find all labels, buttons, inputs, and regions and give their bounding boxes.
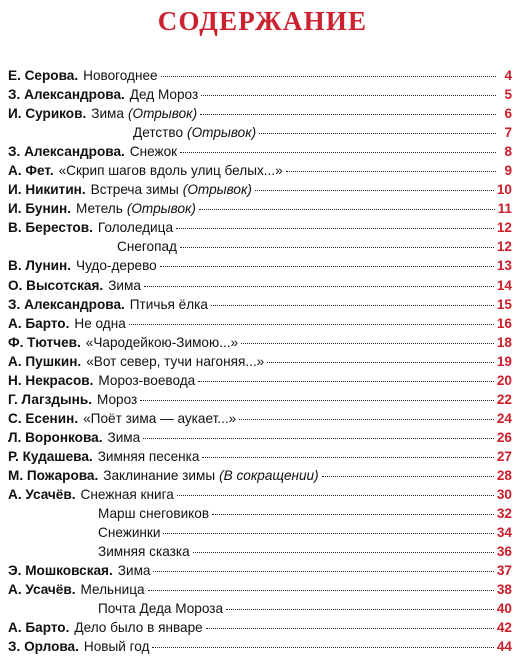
toc-entry	[8, 104, 512, 123]
toc-entry	[8, 142, 512, 161]
dot-leader	[160, 266, 494, 267]
toc-author: З. Александрова.	[8, 144, 125, 160]
toc-page-number: 13	[496, 258, 512, 274]
toc-author: И. Никитин.	[8, 182, 86, 198]
toc-work-title: «Поёт зима — аукает...»	[83, 410, 237, 426]
toc-entry	[8, 523, 512, 542]
toc-page-number: 22	[496, 391, 512, 407]
dot-leader	[199, 209, 495, 210]
toc-work-title: Новогоднее	[83, 68, 158, 83]
toc-work-title: Не одна	[74, 315, 126, 331]
toc-work-title: «Чародейкою-Зимою...»	[85, 334, 239, 350]
toc-work-title: Встреча зимы	[90, 182, 179, 198]
toc-page-number: 19	[496, 353, 512, 369]
toc-page-number: 32	[496, 506, 512, 522]
toc-page-number: 30	[496, 487, 512, 503]
toc-work-title: Новый год	[83, 639, 150, 655]
toc-page-number: 38	[496, 582, 512, 598]
dot-leader	[211, 305, 494, 306]
toc-author: Р. Кудашева.	[8, 448, 93, 464]
toc-work-title: Мельница	[80, 582, 145, 598]
toc-work-title: «Вот север, тучи нагоняя...»	[86, 353, 265, 369]
toc-work-title: Заклинание зимы	[103, 467, 216, 483]
toc-work-title: Зимняя сказка	[98, 544, 190, 560]
dot-leader	[198, 381, 494, 382]
toc-page-number: 11	[497, 201, 512, 217]
toc-work-title: Гололедица	[97, 220, 173, 236]
toc-work-title: Метель	[76, 201, 123, 217]
toc-author: З. Александрова.	[8, 87, 125, 103]
dot-leader	[322, 476, 494, 477]
toc-page-number: 28	[496, 467, 512, 483]
dot-leader	[144, 286, 494, 287]
dot-leader	[241, 343, 494, 344]
toc-entry	[8, 428, 512, 447]
dot-leader	[140, 400, 494, 401]
toc-entry	[8, 276, 512, 295]
toc-entry	[8, 161, 512, 180]
toc-author: А. Фет.	[8, 163, 54, 179]
toc-author: А. Усачёв.	[8, 582, 76, 598]
toc-work-title: Зимняя песенка	[97, 448, 200, 464]
dot-leader	[177, 495, 494, 496]
toc-work-title: Птичья ёлка	[129, 296, 208, 312]
dot-leader	[129, 324, 494, 325]
toc-entry	[8, 504, 512, 523]
toc-page-number: 10	[496, 182, 512, 198]
toc-page-number: 36	[496, 544, 512, 560]
toc-author: О. Высотская.	[8, 277, 104, 293]
toc-work-note: (В сокращении)	[219, 467, 319, 483]
toc-author: З. Орлова.	[8, 639, 79, 655]
toc-work-title: Снежная книга	[80, 487, 174, 503]
toc-author: Е. Серова.	[8, 68, 79, 83]
toc-entry	[8, 314, 512, 333]
toc-entry	[8, 66, 512, 85]
dot-leader	[152, 647, 493, 648]
toc-entry	[8, 123, 512, 142]
toc-entry	[8, 599, 512, 618]
dot-leader	[201, 95, 496, 96]
toc-entry	[8, 333, 512, 352]
toc-work-title: Марш снеговиков	[98, 506, 210, 522]
toc-author: А. Барто.	[8, 620, 70, 636]
toc-author: З. Александрова.	[8, 296, 125, 312]
toc-page-number: 16	[496, 315, 512, 331]
toc-work-note: (Отрывок)	[126, 201, 196, 217]
toc-entry	[8, 371, 512, 390]
dot-leader	[239, 419, 494, 420]
toc-work-title: Снегопад	[117, 239, 177, 255]
toc-author: А. Усачёв.	[8, 487, 76, 503]
toc-work-title: Зима	[117, 563, 151, 579]
dot-leader	[226, 609, 494, 610]
toc-entry	[8, 85, 512, 104]
toc-work-title: Мороз-воевода	[98, 372, 196, 388]
toc-entry	[8, 561, 512, 580]
toc-work-title: Зима	[107, 429, 141, 445]
toc-author: В. Берестов.	[8, 220, 93, 236]
toc-page-number: 5	[504, 87, 512, 103]
toc-page-number: 18	[496, 334, 512, 350]
toc-work-title: Снежок	[129, 144, 178, 160]
dot-leader	[193, 552, 494, 553]
toc-entry	[8, 199, 512, 218]
toc-author: И. Суриков.	[8, 106, 87, 122]
toc-author: И. Бунин.	[8, 201, 72, 217]
toc-page-number: 12	[496, 239, 512, 255]
page-title: СОДЕРЖАНИЕ	[157, 6, 368, 36]
dot-leader	[267, 362, 494, 363]
toc-author: В. Лунин.	[8, 258, 72, 274]
dot-leader	[161, 76, 496, 77]
toc-author: М. Пожарова.	[8, 467, 99, 483]
toc-entry	[8, 409, 512, 428]
toc-page-number: 37	[496, 563, 512, 579]
toc-page-number: 7	[504, 125, 512, 141]
dot-leader	[206, 628, 494, 629]
dot-leader	[202, 457, 493, 458]
toc-page-number: 40	[496, 601, 512, 617]
toc-entry	[8, 466, 512, 485]
dot-leader	[163, 533, 493, 534]
toc-entry	[8, 180, 512, 199]
toc-entry	[8, 390, 512, 409]
toc-entry	[8, 447, 512, 466]
dot-leader	[200, 114, 496, 115]
dot-leader	[153, 571, 493, 572]
toc-work-title: Зима	[91, 106, 124, 122]
toc-page-number: 44	[496, 639, 512, 655]
toc-entry	[8, 256, 512, 275]
toc-page-number: 15	[496, 296, 512, 312]
toc-page-number: 14	[496, 277, 512, 293]
toc-work-title: Дед Мороз	[129, 87, 199, 103]
dot-leader	[212, 514, 494, 515]
toc-work-title: Чудо-дерево	[76, 258, 157, 274]
dot-leader	[148, 590, 494, 591]
toc-page-number: 27	[496, 448, 512, 464]
toc-entry	[8, 580, 512, 599]
toc-page-number: 24	[496, 410, 512, 426]
toc-work-title: Снежинки	[98, 525, 161, 541]
toc-author: Ф. Тютчев.	[8, 334, 81, 350]
toc-author: С. Есенин.	[8, 410, 79, 426]
toc-page-number: 6	[504, 106, 512, 122]
toc-page-number: 12	[496, 220, 512, 236]
toc-entry	[8, 542, 512, 561]
toc-work-title: Мороз	[97, 391, 138, 407]
toc-entry	[8, 352, 512, 371]
dot-leader	[143, 438, 494, 439]
dot-leader	[259, 133, 496, 134]
toc-author: Э. Мошковская.	[8, 563, 113, 579]
dot-leader	[255, 190, 494, 191]
dot-leader	[180, 152, 496, 153]
toc-work-note: (Отрывок)	[182, 182, 252, 198]
toc-author: А. Пушкин.	[8, 353, 82, 369]
toc-page-number: 4	[504, 68, 512, 83]
toc-page-number: 34	[496, 525, 512, 541]
toc-work-title: Почта Деда Мороза	[98, 601, 224, 617]
toc-entry	[8, 637, 512, 656]
toc-author: Л. Воронкова.	[8, 429, 103, 445]
toc-entry	[8, 618, 512, 637]
toc-page-number: 8	[504, 144, 512, 160]
toc-page-number: 26	[496, 429, 512, 445]
toc-page-number: 42	[496, 620, 512, 636]
toc-author: Н. Некрасов.	[8, 372, 94, 388]
dot-leader	[176, 228, 494, 229]
toc-work-title: Детство	[133, 125, 184, 141]
toc-author: Г. Лагздынь.	[8, 391, 92, 407]
toc-author: А. Барто.	[8, 315, 70, 331]
toc-work-title: «Скрип шагов вдоль улиц белых...»	[58, 163, 283, 179]
toc-entry	[8, 218, 512, 237]
toc-entry	[8, 295, 512, 314]
dot-leader	[286, 171, 496, 172]
toc-work-note: (Отрывок)	[187, 125, 257, 141]
dot-leader	[180, 247, 494, 248]
toc-work-title: Дело было в январе	[74, 620, 203, 636]
toc-work-note: (Отрывок)	[127, 106, 198, 122]
toc-entry	[8, 237, 512, 256]
toc-entry	[8, 485, 512, 504]
toc-page-number: 9	[504, 163, 512, 179]
table-of-contents	[8, 66, 512, 656]
toc-page-number: 20	[496, 372, 512, 388]
toc-work-title: Зима	[108, 277, 141, 293]
